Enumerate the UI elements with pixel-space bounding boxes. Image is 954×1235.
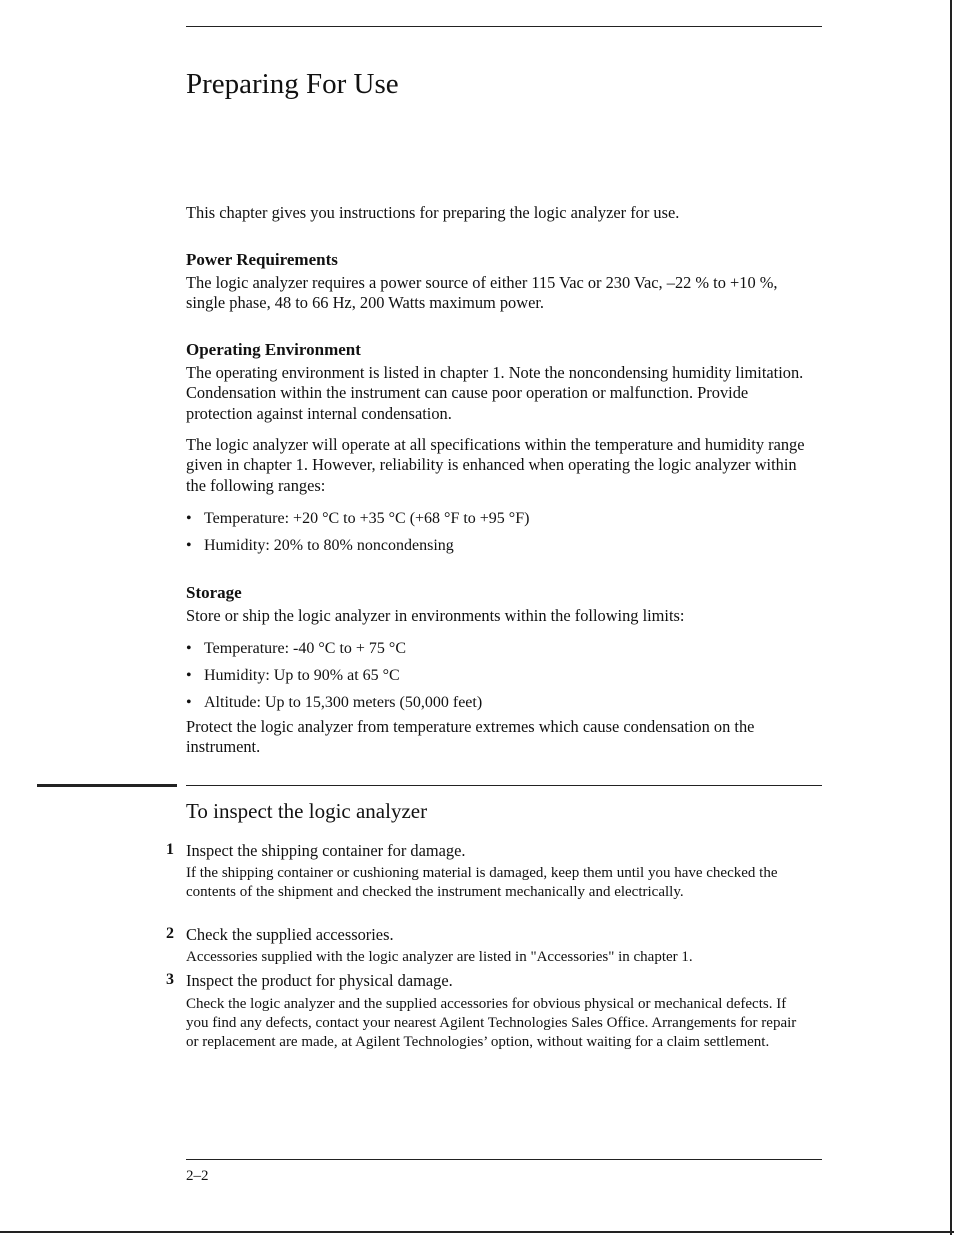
environment-ranges-list	[186, 509, 529, 556]
environment-para2: The logic analyzer will operate at all specifications within the temperature and humidity range given in chapter 1. However, reliability is enhanced when operating the logic analyzer within the following ranges:	[186, 435, 805, 495]
page-bottom-edge	[0, 1231, 954, 1233]
list-item-text: Temperature: +20 °C to +35 °C (+68 °F to +95 °F)	[204, 510, 530, 527]
storage-heading: Storage	[186, 583, 242, 602]
list-item: • Humidity: Up to 90% at 65 °C	[186, 667, 400, 684]
step-heading: Check the supplied accessories.	[186, 925, 394, 944]
storage-closing: Protect the logic analyzer from temperature extremes which cause condensation on the instrument.	[186, 717, 755, 757]
step-number: 3	[166, 971, 174, 988]
intro-text: This chapter gives you instructions for preparing the logic analyzer for use.	[186, 203, 680, 222]
step-number: 1	[166, 841, 174, 858]
top-rule	[186, 26, 822, 27]
step-heading: Inspect the product for physical damage.	[186, 971, 453, 990]
page-title: Preparing For Use	[186, 68, 399, 100]
list-item-text: Humidity: 20% to 80% noncondensing	[204, 537, 454, 554]
storage-limits-list	[186, 639, 482, 713]
section-title: To inspect the logic analyzer	[186, 799, 428, 823]
power-heading: Power Requirements	[186, 250, 338, 269]
list-item: • Temperature: -40 °C to + 75 °C	[186, 640, 406, 657]
list-item-text: Temperature: -40 °C to + 75 °C	[204, 640, 406, 657]
environment-heading: Operating Environment	[186, 340, 361, 359]
list-item: • Temperature: +20 °C to +35 °C (+68 °F to +95 °F)	[186, 510, 530, 527]
list-item-text: Altitude: Up to 15,300 meters (50,000 feet)	[204, 694, 483, 711]
list-item: • Humidity: 20% to 80% noncondensing	[186, 537, 454, 554]
list-item-text: Humidity: Up to 90% at 65 °C	[204, 667, 400, 684]
section-rule-thick	[37, 784, 177, 787]
step-body: Check the logic analyzer and the supplied accessories for obvious physical or mechanical defects. If you find any defects, contact your nearest Agilent Technologies Sales Office. Arrangements for repair or replacement are made, at Agilent Technologies’ option, without waiting for a claim settlement.	[186, 996, 797, 1050]
page-right-edge	[950, 0, 952, 1235]
list-item: • Altitude: Up to 15,300 meters (50,000 feet)	[186, 694, 483, 711]
page-number: 2–2	[186, 1168, 209, 1184]
storage-text: Store or ship the logic analyzer in environments within the following limits:	[186, 606, 685, 625]
step-body: If the shipping container or cushioning material is damaged, keep them until you have checked the contents of the shipment and checked the instrument mechanically and electrically.	[186, 865, 778, 900]
step-number: 2	[166, 925, 174, 942]
step-heading: Inspect the shipping container for damage.	[186, 841, 466, 860]
power-text: The logic analyzer requires a power source of either 115 Vac or 230 Vac, –22 % to +10 %, single phase, 48 to 66 Hz, 200 Watts maximum power.	[186, 273, 778, 313]
step-body: Accessories supplied with the logic analyzer are listed in "Accessories" in chapter 1.	[186, 949, 693, 965]
environment-para1: The operating environment is listed in chapter 1. Note the noncondensing humidity limitation. Condensation within the instrument can cause poor operation or malfunction. Provide protection against internal condensation.	[186, 363, 804, 423]
footer-rule	[186, 1159, 822, 1160]
section-rule	[186, 785, 822, 786]
